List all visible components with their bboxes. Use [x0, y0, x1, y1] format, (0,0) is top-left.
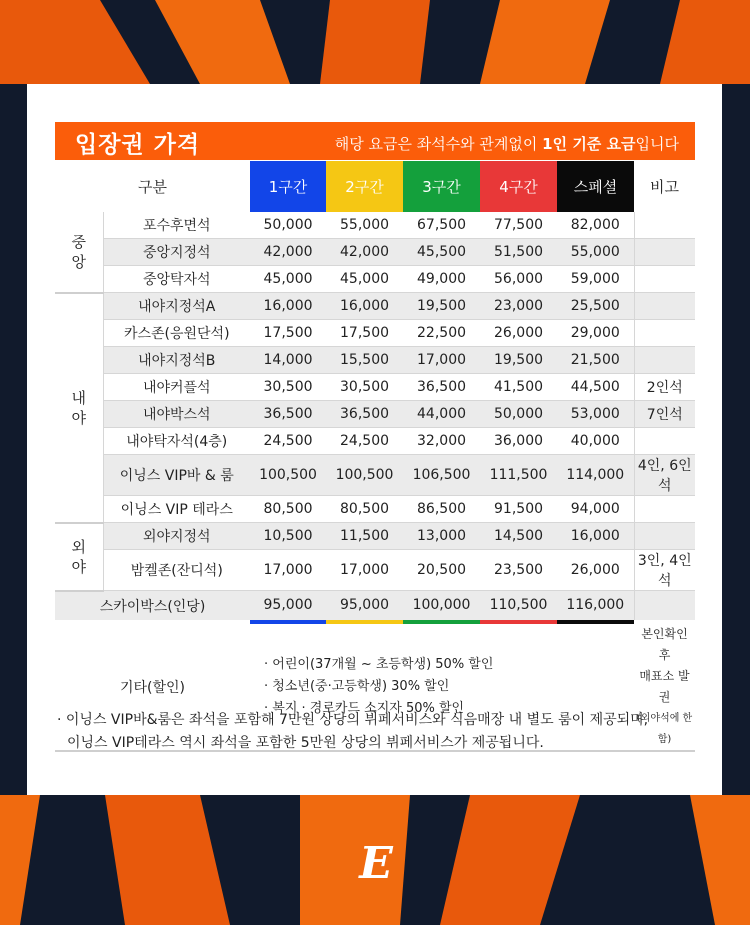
footnote-line-2: 이닝스 VIP테라스 역시 좌석을 포함한 5만원 상당의 뷔페서비스가 제공됩니다.: [67, 735, 544, 751]
col-zone-special: 스페셜: [557, 161, 634, 212]
seat-name: 중앙탁자석: [103, 266, 250, 293]
table-row: [55, 212, 695, 239]
price-p1: 17,000: [250, 550, 326, 591]
price-p3: 45,500: [403, 239, 480, 266]
price-p2: 95,000: [326, 591, 403, 620]
row-note: 4인, 6인석: [634, 455, 695, 496]
price-p1: 30,500: [250, 374, 326, 401]
seat-name: 카스존(응원단석): [103, 320, 250, 347]
price-p3: 20,500: [403, 550, 480, 591]
price-p2: 16,000: [326, 293, 403, 320]
price-p2: 80,500: [326, 496, 403, 523]
discount-item: · 청소년(중·고등학생) 30% 할인: [264, 678, 450, 694]
table-row: [55, 401, 695, 428]
seat-name: 내야지정석A: [103, 293, 250, 320]
price-p1: 36,500: [250, 401, 326, 428]
row-note: [634, 428, 695, 455]
price-p4: 91,500: [480, 496, 557, 523]
table-body: [55, 212, 695, 751]
price-p1: 10,500: [250, 523, 326, 550]
table-row-skybox: [55, 591, 695, 620]
col-note: 비고: [650, 178, 679, 196]
price-p3: 19,500: [403, 293, 480, 320]
table-header-row: [55, 161, 695, 212]
page-title: 입장권 가격: [75, 132, 201, 158]
price-p3: 13,000: [403, 523, 480, 550]
price-p4: 26,000: [480, 320, 557, 347]
price-ps: 40,000: [557, 428, 634, 455]
row-note: [634, 266, 695, 293]
seat-name: 밤켈존(잔디석): [103, 550, 250, 591]
row-note: [634, 347, 695, 374]
price-p2: 30,500: [326, 374, 403, 401]
price-p3: 36,500: [403, 374, 480, 401]
price-p2: 17,000: [326, 550, 403, 591]
discount-item: · 어린이(37개월 ~ 초등학생) 50% 할인: [264, 656, 494, 672]
row-note: [634, 320, 695, 347]
price-p2: 15,500: [326, 347, 403, 374]
table-row: [55, 239, 695, 266]
row-note: [634, 239, 695, 266]
price-ps: 94,000: [557, 496, 634, 523]
price-ps: 53,000: [557, 401, 634, 428]
col-zone-1: 1구간: [250, 161, 326, 212]
seat-name: 중앙지정석: [103, 239, 250, 266]
price-p1: 100,500: [250, 455, 326, 496]
price-ps: 26,000: [557, 550, 634, 591]
price-p4: 56,000: [480, 266, 557, 293]
header-bar: [55, 122, 695, 160]
header-note: [335, 133, 679, 154]
seat-name: 포수후면석: [103, 212, 250, 239]
row-note: [634, 496, 695, 523]
footnote-line-1: · 이닝스 VIP바&룸은 좌석을 포함해 7만원 상당의 뷔페서비스와 식음매장 내 별도 룸이 제공되며,: [57, 712, 649, 728]
discount-note-line: (외야석에 한함): [636, 712, 693, 745]
row-note: 7인석: [634, 401, 695, 428]
price-p1: 45,000: [250, 266, 326, 293]
price-p4: 51,500: [480, 239, 557, 266]
price-p3: 17,000: [403, 347, 480, 374]
table-row: [55, 374, 695, 401]
price-p4: 14,500: [480, 523, 557, 550]
row-note: 2인석: [634, 374, 695, 401]
price-p2: 42,000: [326, 239, 403, 266]
table-row: [55, 455, 695, 496]
price-ps: 44,500: [557, 374, 634, 401]
price-p1: 24,500: [250, 428, 326, 455]
header-note-prefix: 해당 요금은 좌석수와 관계없이: [334, 135, 543, 153]
group-label-center: 중 앙: [55, 212, 103, 293]
seat-name: 내야지정석B: [103, 347, 250, 374]
price-p2: 45,000: [326, 266, 403, 293]
header-note-bold: 1인 기준 요금: [542, 135, 636, 153]
price-ps: 59,000: [557, 266, 634, 293]
discount-label: 기타(할인): [55, 624, 250, 751]
table-row: [55, 347, 695, 374]
price-p3: 100,000: [403, 591, 480, 620]
seat-name: 외야지정석: [103, 523, 250, 550]
row-note: [634, 523, 695, 550]
price-p2: 36,500: [326, 401, 403, 428]
seat-name: 내야커플석: [103, 374, 250, 401]
col-zone-3: 3구간: [403, 161, 480, 212]
price-p4: 41,500: [480, 374, 557, 401]
price-p2: 100,500: [326, 455, 403, 496]
price-p3: 22,500: [403, 320, 480, 347]
price-ps: 21,500: [557, 347, 634, 374]
price-ps: 29,000: [557, 320, 634, 347]
price-p4: 50,000: [480, 401, 557, 428]
table-row: [55, 293, 695, 320]
price-p1: 16,000: [250, 293, 326, 320]
price-p3: 32,000: [403, 428, 480, 455]
seat-name: 이닝스 VIP바 & 룸: [103, 455, 250, 496]
price-table: [55, 161, 695, 752]
price-p2: 24,500: [326, 428, 403, 455]
row-note: 3인, 4인석: [634, 550, 695, 591]
discount-note-line: 매표소 발권: [639, 668, 690, 704]
price-ps: 16,000: [557, 523, 634, 550]
seat-name: 내야박스석: [103, 401, 250, 428]
price-p3: 86,500: [403, 496, 480, 523]
table-row: [55, 550, 695, 591]
col-category: 구분: [138, 178, 167, 196]
price-p3: 49,000: [403, 266, 480, 293]
price-p4: 19,500: [480, 347, 557, 374]
price-p2: 11,500: [326, 523, 403, 550]
seat-name: 이닝스 VIP 테라스: [103, 496, 250, 523]
price-p3: 44,000: [403, 401, 480, 428]
price-p4: 36,000: [480, 428, 557, 455]
price-ps: 25,500: [557, 293, 634, 320]
seat-name: 내야탁자석(4층): [103, 428, 250, 455]
price-p1: 80,500: [250, 496, 326, 523]
footnote: [57, 709, 707, 755]
header-note-suffix: 입니다: [635, 135, 679, 153]
row-note: [634, 293, 695, 320]
seat-name: 스카이박스(인당): [55, 591, 250, 620]
table-row: [55, 496, 695, 523]
price-card: [27, 84, 722, 795]
price-p2: 55,000: [326, 212, 403, 239]
row-note: [634, 591, 695, 620]
group-label-outfield: 외 야: [55, 523, 103, 591]
logo-letter: E: [359, 838, 393, 888]
row-note: [634, 212, 695, 239]
discount-item: · 복지 · 경로카드 소지자 50% 할인: [264, 700, 465, 716]
price-p1: 95,000: [250, 591, 326, 620]
price-p4: 23,000: [480, 293, 557, 320]
price-p4: 77,500: [480, 212, 557, 239]
team-logo-icon: [352, 838, 400, 888]
price-p3: 67,500: [403, 212, 480, 239]
price-p4: 110,500: [480, 591, 557, 620]
price-ps: 82,000: [557, 212, 634, 239]
price-p1: 14,000: [250, 347, 326, 374]
price-ps: 55,000: [557, 239, 634, 266]
table-row: [55, 523, 695, 550]
price-p1: 50,000: [250, 212, 326, 239]
group-label-infield: 내 야: [55, 293, 103, 523]
price-ps: 114,000: [557, 455, 634, 496]
price-p4: 111,500: [480, 455, 557, 496]
table-row: [55, 320, 695, 347]
col-zone-2: 2구간: [326, 161, 403, 212]
price-p4: 23,500: [480, 550, 557, 591]
price-p1: 17,500: [250, 320, 326, 347]
price-p1: 42,000: [250, 239, 326, 266]
price-ps: 116,000: [557, 591, 634, 620]
table-row: [55, 266, 695, 293]
price-p3: 106,500: [403, 455, 480, 496]
table-row: [55, 428, 695, 455]
price-p2: 17,500: [326, 320, 403, 347]
col-zone-4: 4구간: [480, 161, 557, 212]
discount-note-line: 본인확인 후: [641, 626, 688, 662]
